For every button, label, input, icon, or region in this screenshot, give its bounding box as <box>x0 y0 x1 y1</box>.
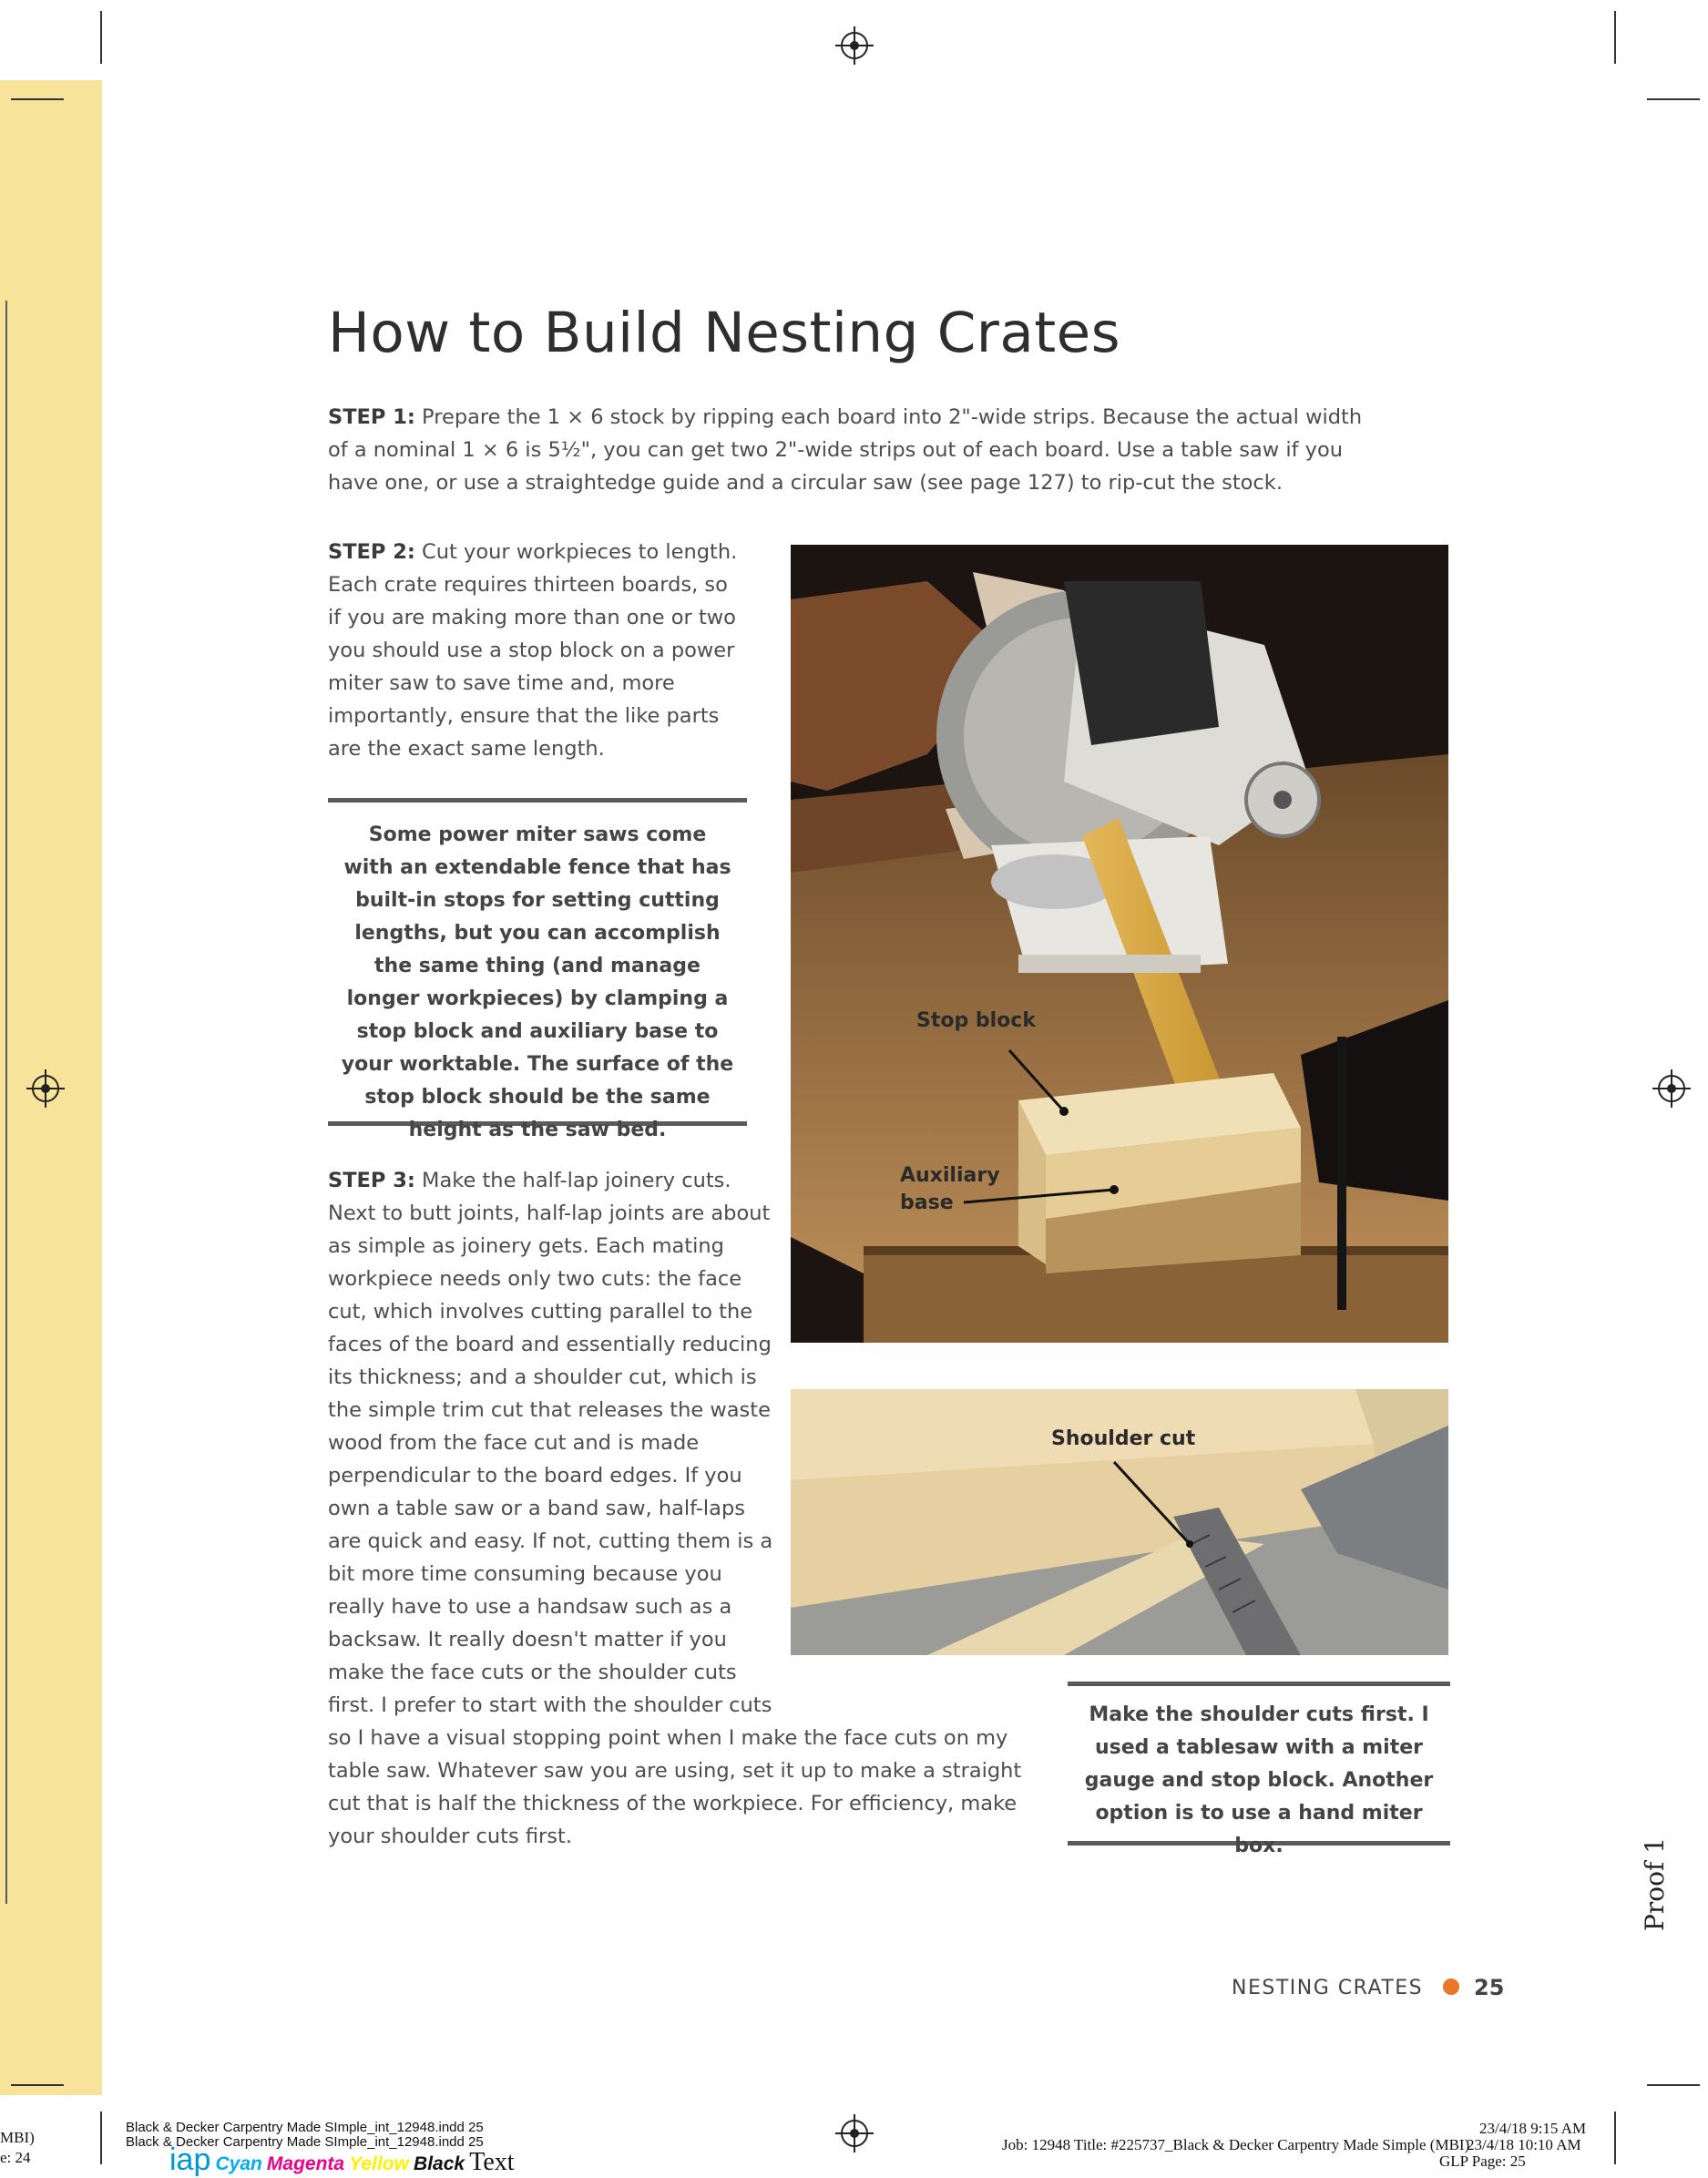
crop-mark <box>1614 11 1616 64</box>
stop-block-label: Stop block <box>916 1009 1036 1032</box>
slug-file-line-1: Black & Decker Carpentry Made SImple_int_12948.indd 25 <box>126 2120 484 2135</box>
registration-mark-icon <box>841 2120 868 2147</box>
slug-date-2: 23/4/18 10:10 AM <box>1467 2136 1581 2153</box>
miter-saw-photo <box>791 545 1448 1343</box>
step-2-label: STEP 2: <box>328 540 415 564</box>
page-title: How to Build Nesting Crates <box>328 301 1120 365</box>
slug-left-edge-1: MBI) <box>0 2129 35 2146</box>
margin-rule <box>0 301 7 1904</box>
footer-dot <box>1443 1979 1459 1995</box>
miter-saw-callout: Some power miter saws come with an extendable fence that has built-in stops for setting cutting lengths, but you can accomplish the same thing (and manage longer workpieces) by clamping a stop block and auxiliary base to your worktable. The surface of the stop block should be the same height as the saw bed. <box>328 798 747 1126</box>
plate-magenta: Magenta <box>266 2153 345 2174</box>
auxiliary-base-label-line2: base <box>900 1191 954 1214</box>
iap-logo: iap <box>169 2142 211 2177</box>
proof-stamp: Proof 1 <box>1640 1836 1670 1931</box>
registration-mark-icon <box>841 32 868 59</box>
page-number: 25 <box>1474 1975 1505 2000</box>
slug-left-edge-2: e: 24 <box>0 2149 31 2166</box>
crop-mark <box>11 2084 64 2086</box>
step-3-text: Make the half-lap joinery cuts. Next to butt joints, half-lap joints are about as simple as joinery gets. Each mating workpiece needs only two cuts: the face cut, which involves cutting parallel to the faces of the board and essentially reducing its thickness; and a shoulder cut, which is the simple trim cut that releases the waste wood from the face cut and is made perpendicular to the board edges. If you own a table saw or a band saw, half-laps are quick and easy. If not, cutting them is a bit more time consuming because you really have to use a handsaw such as a backsaw. It really doesn't matter if you make the face cuts or the shoulder cuts first. I prefer to start with the shoulder cuts so I have a visual stopping point when I make the face cuts on my table saw. Whatever saw you are using, set it up to make a straight cut that is half the thickness of the workpiece. For efficiency, make your shoulder cuts first. <box>328 1169 1022 1848</box>
slug-date-1: 23/4/18 9:15 AM <box>1479 2120 1587 2137</box>
slug-file-line-2: Black & Decker Carpentry Made SImple_int_12948.indd 25 <box>126 2134 484 2150</box>
auxiliary-base-label-line1: Auxiliary <box>900 1164 1000 1187</box>
shoulder-cut-label: Shoulder cut <box>1051 1427 1196 1450</box>
plate-yellow: Yellow <box>349 2153 409 2174</box>
slug-job: Job: 12948 Title: #225737_Black & Decker Carpentry Made Simple (MBI) <box>1002 2136 1470 2153</box>
registration-mark-icon <box>1658 1075 1685 1102</box>
crop-mark <box>1647 98 1700 100</box>
step-2-text: Cut your workpieces to length. Each crate requires thirteen boards, so if you are making more than one or two you should use a stop block on a power miter saw to save time and, more importantly, ensure that the like parts are the exact same length. <box>328 540 738 761</box>
step-1-label: STEP 1: <box>328 405 415 429</box>
color-bar <box>169 2142 515 2178</box>
shoulder-cut-photo <box>791 1389 1448 1655</box>
crop-mark <box>1647 2084 1700 2086</box>
slug-glp-page: GLP Page: 25 <box>1439 2152 1526 2170</box>
running-footer-section: NESTING CRATES <box>1232 1977 1424 1999</box>
registration-mark-icon <box>32 1075 59 1102</box>
miter-saw-illustration <box>791 545 1448 1343</box>
plate-text: Text <box>469 2148 515 2176</box>
step-1-text: Prepare the 1 × 6 stock by ripping each board into 2"-wide strips. Because the actual width of a nominal 1 × 6 is 5½", you can get two 2"-wide strips out of each board. Use a table saw if you have one, or use a straightedge guide and a circular saw (see page 127) to rip-cut the stock. <box>328 405 1363 495</box>
shoulder-cuts-callout: Make the shoulder cuts first. I used a tablesaw with a miter gauge and stop block. Another option is to use a hand miter box. <box>1068 1682 1450 1846</box>
crop-mark <box>11 98 64 100</box>
step-2-paragraph <box>328 536 747 765</box>
crop-mark <box>100 2112 102 2164</box>
step-3-label: STEP 3: <box>328 1169 415 1192</box>
step-1-paragraph <box>328 401 1366 499</box>
plate-black: Black <box>414 2153 465 2174</box>
crop-mark <box>100 11 102 64</box>
plate-cyan: Cyan <box>215 2153 262 2174</box>
crop-mark <box>1614 2112 1616 2164</box>
